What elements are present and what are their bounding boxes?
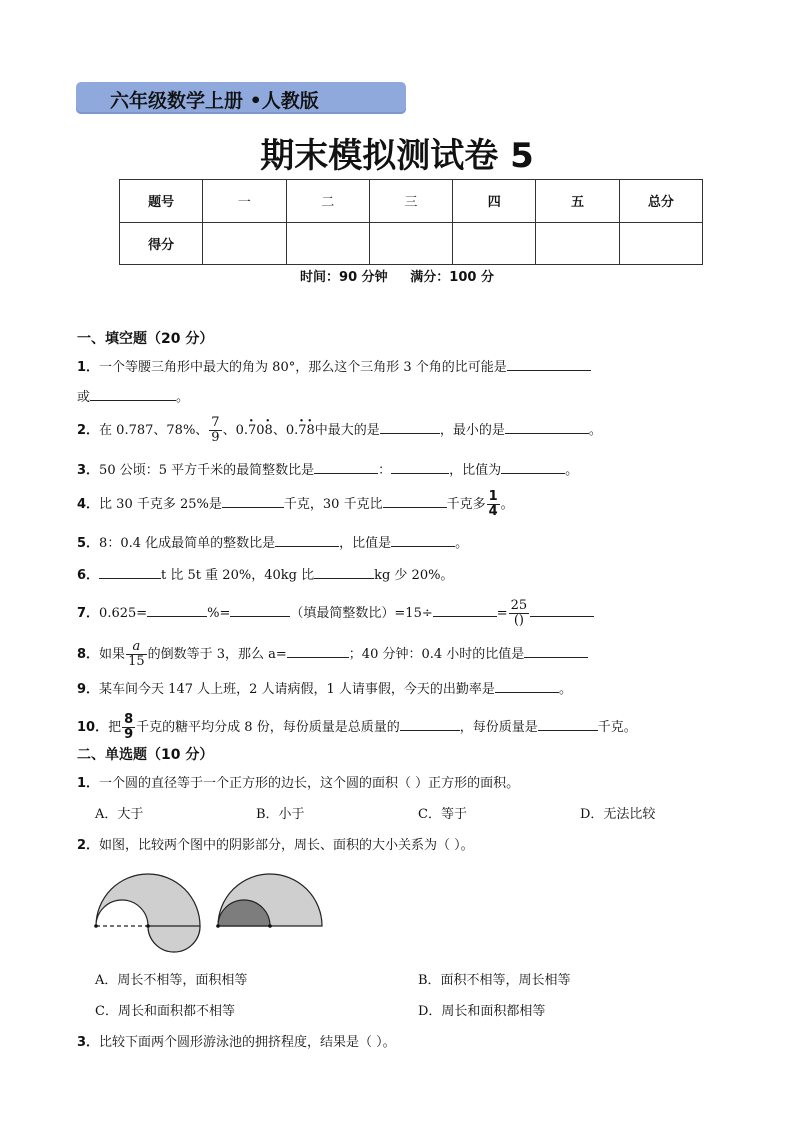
score-cell-part3: 三 <box>369 180 452 223</box>
section2-heading: 二、单选题（10 分） <box>77 747 214 763</box>
q-text: 千克多 <box>446 497 486 512</box>
page-title: 期末模拟测试卷 5 <box>260 136 534 176</box>
score-cell-part1: 一 <box>203 180 286 223</box>
question-1-5 <box>77 532 468 551</box>
q-text: 、0. <box>272 423 299 438</box>
answer-blank[interactable] <box>507 357 591 371</box>
answer-blank[interactable] <box>383 494 447 508</box>
q-text: 如果 <box>99 647 126 662</box>
q-text: ，最小的是 <box>439 423 505 438</box>
q-text: t 比 5t 重 20%，40kg 比 <box>161 568 315 583</box>
option-d[interactable]: D．周长和面积都相等 <box>418 1004 546 1019</box>
period: 。 <box>558 682 572 697</box>
repeating-digit: · 7 <box>248 423 256 438</box>
answer-blank[interactable] <box>230 603 290 617</box>
fraction-numerator: a <box>126 640 147 655</box>
q-text: ，比值是 <box>339 536 392 551</box>
option-b[interactable]: B．小于 <box>256 807 305 822</box>
question-number: 7． <box>77 606 100 621</box>
fraction <box>209 416 221 445</box>
question-1-6 <box>77 564 453 583</box>
fraction <box>487 490 500 519</box>
fraction-numerator: 7 <box>211 415 220 430</box>
question-1-9 <box>77 678 572 697</box>
fraction <box>509 599 530 628</box>
question-1-1 <box>77 356 591 375</box>
q-text: %= <box>207 606 231 621</box>
fraction-numerator: 1 <box>488 489 498 504</box>
q-text: 千克的糖平均分成 8 份，每份质量是总质量的 <box>136 720 400 735</box>
repeating-digit: · 8 <box>265 423 273 438</box>
q-text: 在 0.787、78%、 <box>99 423 209 438</box>
question-1-8 <box>77 640 588 669</box>
digit: 0 <box>256 423 265 438</box>
answer-blank[interactable] <box>524 644 588 658</box>
period: 。 <box>176 390 190 405</box>
q-text: ；40 分钟：0.4 小时的比值是 <box>348 647 525 662</box>
score-cell-part5: 五 <box>536 180 619 223</box>
fraction-denominator: 9 <box>124 727 134 742</box>
fraction-denominator: 9 <box>211 430 220 445</box>
score-row-label: 得分 <box>120 222 203 265</box>
score-table-score-row <box>120 222 703 265</box>
answer-blank[interactable] <box>400 717 460 731</box>
answer-blank[interactable] <box>314 460 378 474</box>
score-input-cell[interactable] <box>286 222 369 265</box>
question-number: 2． <box>77 423 100 438</box>
figure-right <box>216 874 322 928</box>
section1-heading: 一、填空题（20 分） <box>77 331 214 347</box>
score-table-header-row <box>120 180 703 223</box>
score-cell-part2: 二 <box>286 180 369 223</box>
q-text: 千克。 <box>597 720 637 735</box>
question-number: 8． <box>77 647 100 662</box>
period: 。 <box>500 497 514 512</box>
answer-blank[interactable] <box>530 603 594 617</box>
period: 。 <box>455 536 469 551</box>
score-input-cell[interactable] <box>619 222 702 265</box>
question-number: 4． <box>77 497 100 512</box>
q-text: （填最简整数比）=15÷ <box>290 606 433 621</box>
q-text: ，每份质量是 <box>459 720 538 735</box>
repeating-digit: · 7 <box>298 423 306 438</box>
fraction-denominator: () <box>513 613 524 628</box>
question-1-7 <box>77 599 594 628</box>
figure-left <box>94 874 200 952</box>
q-text: 50 公顷：5 平方千米的最简整数比是 <box>99 463 315 478</box>
question-text: 一个等腰三角形中最大的角为 80°，那么这个三角形 3 个角的比可能是 <box>99 360 507 375</box>
fraction-denominator: 4 <box>488 504 498 519</box>
colon: ： <box>378 463 392 478</box>
q-text: 的倒数等于 3，那么 a= <box>147 647 287 662</box>
score-cell-part4: 四 <box>453 180 536 223</box>
q-text: 8：0.4 化成最简单的整数比是 <box>99 536 276 551</box>
question-number: 6． <box>77 568 100 583</box>
fraction-numerator: 8 <box>124 712 134 727</box>
score-input-cell[interactable] <box>536 222 619 265</box>
answer-blank[interactable] <box>90 387 176 401</box>
fraction-numerator: 25 <box>510 598 528 613</box>
answer-blank[interactable] <box>538 717 598 731</box>
option-b[interactable]: B．面积不相等，周长相等 <box>418 973 571 988</box>
answer-blank[interactable] <box>495 679 559 693</box>
shaded-figure <box>88 858 328 960</box>
answer-blank[interactable] <box>222 494 284 508</box>
question-number: 1． <box>77 776 100 791</box>
or-text: 或 <box>77 390 91 405</box>
answer-blank[interactable] <box>433 603 497 617</box>
question-number: 1． <box>77 360 100 375</box>
q-text: 、0. <box>222 423 248 438</box>
question-text: 比较下面两个圆形游泳池的拥挤程度，结果是（ ）。 <box>99 1035 396 1050</box>
q-text: 中最大的是 <box>314 423 380 438</box>
question-2-3 <box>77 1031 396 1050</box>
question-1-2 <box>77 416 602 445</box>
option-a[interactable]: A．大于 <box>95 807 144 822</box>
period: 。 <box>565 463 579 478</box>
fraction <box>126 640 147 669</box>
answer-blank[interactable] <box>147 603 207 617</box>
question-1-3 <box>77 459 578 478</box>
question-1-4 <box>77 490 514 519</box>
q-text: 千克，30 千克比 <box>283 497 383 512</box>
q-text: 0.625= <box>99 606 148 621</box>
answer-blank[interactable] <box>275 533 339 547</box>
question-2-2 <box>77 834 474 853</box>
answer-blank[interactable] <box>391 460 449 474</box>
score-input-cell[interactable] <box>453 222 536 265</box>
answer-blank[interactable] <box>380 420 440 434</box>
answer-blank[interactable] <box>99 565 161 579</box>
q-text: 把 <box>108 720 122 735</box>
question-number: 9． <box>77 682 100 697</box>
score-input-cell[interactable] <box>369 222 452 265</box>
question-number: 5． <box>77 536 100 551</box>
q-text: 某车间今天 147 人上班，2 人请病假，1 人请事假，今天的出勤率是 <box>99 682 495 697</box>
question-1-10 <box>77 713 637 742</box>
option-c[interactable]: C．等于 <box>418 807 467 822</box>
score-cell-label: 题号 <box>120 180 203 223</box>
option-a[interactable]: A．周长不相等，面积相等 <box>95 973 248 988</box>
question-number: 3． <box>77 1035 100 1050</box>
question-number: 2． <box>77 838 100 853</box>
answer-blank[interactable] <box>314 565 374 579</box>
option-d[interactable]: D．无法比较 <box>580 807 656 822</box>
banner-text: 六年级数学上册 •人教版 <box>110 90 319 112</box>
period: 。 <box>588 423 602 438</box>
fraction-denominator: 15 <box>128 654 145 669</box>
answer-blank[interactable] <box>287 644 349 658</box>
answer-blank[interactable] <box>391 533 455 547</box>
grade-banner <box>76 82 406 114</box>
question-number: 3． <box>77 463 100 478</box>
question-number: 10． <box>77 720 109 735</box>
score-cell-total: 总分 <box>619 180 702 223</box>
question-text: 如图，比较两个图中的阴影部分，周长、面积的大小关系为（ ）。 <box>99 838 474 853</box>
repeating-digit: · 8 <box>307 423 315 438</box>
question-2-1 <box>77 772 519 791</box>
q-text: kg 少 20%。 <box>374 568 454 583</box>
equals: = <box>496 606 508 621</box>
score-table <box>119 179 703 265</box>
answer-blank[interactable] <box>501 460 565 474</box>
question-text: 一个圆的直径等于一个正方形的边长，这个圆的面积（ ）正方形的面积。 <box>99 776 520 791</box>
score-input-cell[interactable] <box>203 222 286 265</box>
q-text: 比 30 千克多 25%是 <box>99 497 222 512</box>
time-info: 时间：90 分钟 满分：100 分 <box>300 270 494 285</box>
question-1-1-line2 <box>77 386 189 405</box>
q-text: ，比值为 <box>449 463 502 478</box>
fraction <box>122 713 135 742</box>
option-c[interactable]: C．周长和面积都不相等 <box>95 1004 235 1019</box>
answer-blank[interactable] <box>505 420 589 434</box>
